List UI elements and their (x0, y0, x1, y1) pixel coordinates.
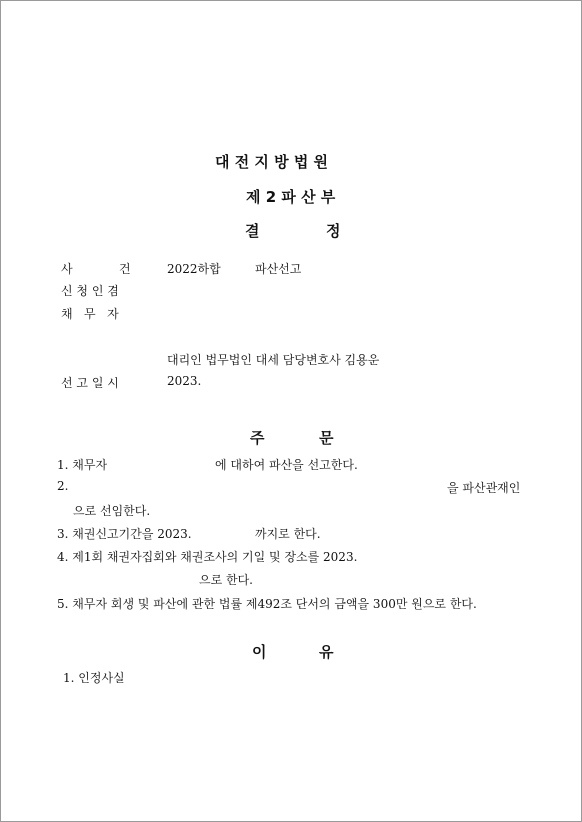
reason-heading-right: 유 (319, 643, 334, 661)
reason-item-1: 1. 인정사실 (63, 671, 125, 685)
date-value: 2023. (167, 374, 202, 388)
order-item-3-suffix: 까지로 한다. (255, 527, 321, 541)
order-item-3-prefix: 3. 채권신고기간을 2023. (57, 527, 192, 541)
order-item-2-prefix: 2. (57, 479, 69, 493)
representative: 대리인 법무법인 대세 담당변호사 김용운 (167, 353, 380, 367)
order-item-5: 5. 채무자 회생 및 파산에 관한 법률 제492조 단서의 금액을 300만 원으로 한다. (57, 597, 477, 611)
order-item-1-prefix: 1. 채무자 (57, 458, 108, 472)
case-label-right: 건 (119, 262, 131, 276)
order-item-4: 4. 제1회 채권자집회와 채권조사의 기일 및 장소를 2023. (57, 550, 358, 564)
decision-title-right: 정 (326, 222, 341, 240)
reason-heading-left: 이 (252, 643, 267, 661)
case-name: 파산선고 (255, 262, 302, 276)
order-item-2-continued: 으로 선임한다. (73, 504, 151, 518)
division-name: 제 2 파 산 부 (246, 188, 336, 206)
order-heading-right: 문 (319, 429, 334, 447)
order-item-2-suffix: 을 파산관재인 (447, 481, 521, 495)
debtor-label: 채 무 자 (61, 307, 119, 321)
decision-title-left: 결 (245, 222, 260, 240)
order-item-1-suffix: 에 대하여 파산을 선고한다. (215, 458, 358, 472)
case-number: 2022하합 (167, 262, 221, 276)
applicant-label: 신 청 인 겸 (61, 284, 119, 298)
court-name: 대 전 지 방 법 원 (215, 153, 329, 171)
order-heading-left: 주 (250, 429, 265, 447)
date-label: 선 고 일 시 (61, 376, 119, 390)
order-item-4-continued: 으로 한다. (199, 573, 253, 587)
case-label-left: 사 (61, 262, 73, 276)
